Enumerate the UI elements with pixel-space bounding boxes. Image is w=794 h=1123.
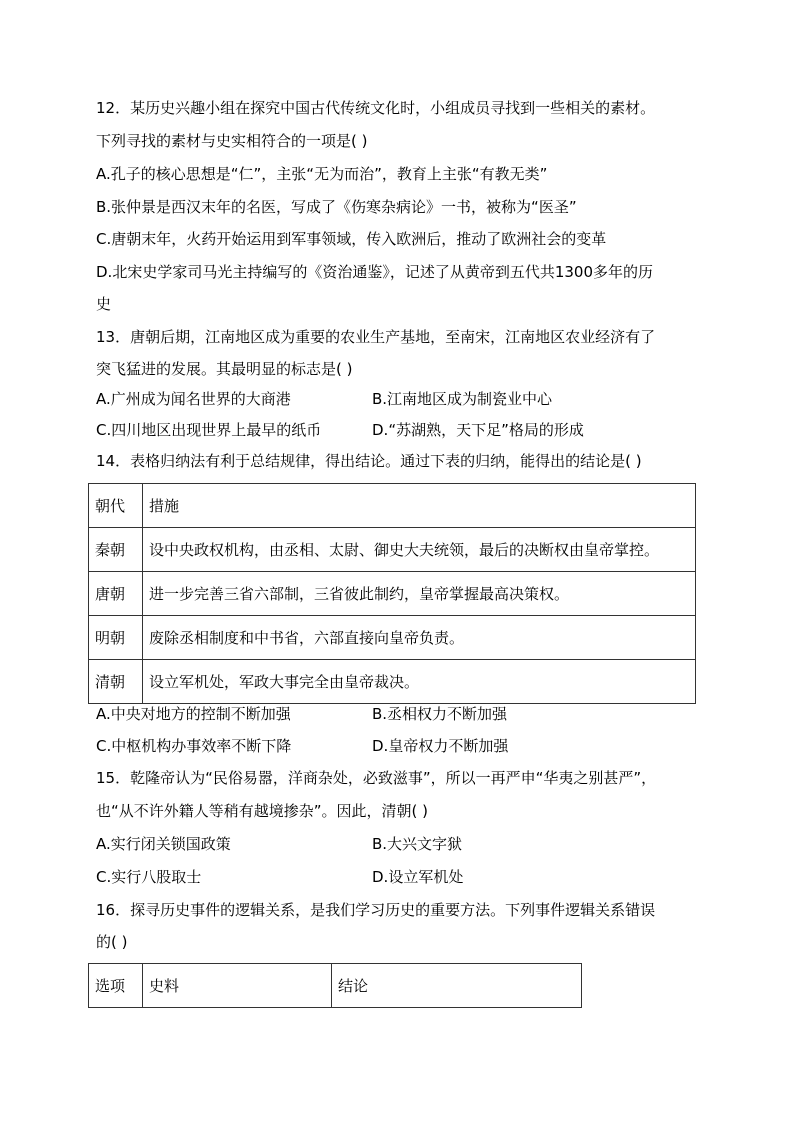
q14-table <box>88 483 696 704</box>
q12-option-d-wrap: 史 <box>96 295 112 313</box>
q15-stem-line1: 15．乾隆帝认为“民俗易嚣，洋商杂处，必致滋事”，所以一再严申“华夷之别甚严”， <box>96 769 657 787</box>
q15-option-d[interactable]: D.设立军机处 <box>372 868 464 886</box>
q16-stem-line2: 的( ) <box>96 933 128 951</box>
q16-table <box>88 963 582 1008</box>
table-cell: 唐朝 <box>89 572 143 616</box>
table-cell: 明朝 <box>89 616 143 660</box>
table-cell: 设中央政权机构，由丞相、太尉、御史大夫统领，最后的决断权由皇帝掌控。 <box>143 528 696 572</box>
q14-option-d[interactable]: D.皇帝权力不断加强 <box>372 737 509 755</box>
table-row <box>89 660 696 704</box>
table-cell: 秦朝 <box>89 528 143 572</box>
table-cell: 清朝 <box>89 660 143 704</box>
table-header-cell: 结论 <box>332 964 582 1008</box>
table-row <box>89 572 696 616</box>
q15-option-c[interactable]: C.实行八股取士 <box>96 868 202 886</box>
table-row <box>89 616 696 660</box>
q14-stem: 14．表格归纳法有利于总结规律，得出结论。通过下表的归纳，能得出的结论是( ) <box>96 452 642 470</box>
q13-stem-line2: 突飞猛进的发展。其最明显的标志是( ) <box>96 360 353 378</box>
q15-option-a[interactable]: A.实行闭关锁国政策 <box>96 835 231 853</box>
q13-option-b[interactable]: B.江南地区成为制瓷业中心 <box>372 390 553 408</box>
table-cell: 设立军机处，军政大事完全由皇帝裁决。 <box>143 660 696 704</box>
q15-stem-line2: 也“从不许外籍人等稍有越境掺杂”。因此，清朝( ) <box>96 802 429 820</box>
table-cell: 进一步完善三省六部制，三省彼此制约，皇帝掌握最高决策权。 <box>143 572 696 616</box>
q13-stem-line1: 13．唐朝后期，江南地区成为重要的农业生产基地，至南宋，江南地区农业经济有了 <box>96 328 656 346</box>
q12-option-c[interactable]: C.唐朝末年，火药开始运用到军事领域，传入欧洲后，推动了欧洲社会的变革 <box>96 230 607 248</box>
table-header-cell: 措施 <box>143 484 696 528</box>
table-header-row <box>89 964 582 1008</box>
q16-stem-line1: 16．探寻历史事件的逻辑关系，是我们学习历史的重要方法。下列事件逻辑关系错误 <box>96 901 656 919</box>
q13-option-c[interactable]: C.四川地区出现世界上最早的纸币 <box>96 421 322 439</box>
table-cell: 废除丞相制度和中书省，六部直接向皇帝负责。 <box>143 616 696 660</box>
q12-stem-line2: 下列寻找的素材与史实相符合的一项是( ) <box>96 132 368 150</box>
table-row <box>89 528 696 572</box>
q15-option-b[interactable]: B.大兴文字狱 <box>372 835 463 853</box>
q13-option-d[interactable]: D.“苏湖熟，天下足”格局的形成 <box>372 421 584 439</box>
table-header-cell: 朝代 <box>89 484 143 528</box>
table-header-cell: 史料 <box>143 964 332 1008</box>
q12-stem-line1: 12．某历史兴趣小组在探究中国古代传统文化时，小组成员寻找到一些相关的素材。 <box>96 99 656 117</box>
table-header-row <box>89 484 696 528</box>
q12-option-a[interactable]: A.孔子的核心思想是“仁”，主张“无为而治”，教育上主张“有教无类” <box>96 165 548 183</box>
q14-option-c[interactable]: C.中枢机构办事效率不断下降 <box>96 737 292 755</box>
q12-option-b[interactable]: B.张仲景是西汉末年的名医，写成了《伤寒杂病论》一书，被称为“医圣” <box>96 198 577 216</box>
q14-option-b[interactable]: B.丞相权力不断加强 <box>372 705 508 723</box>
q12-option-d[interactable]: D.北宋史学家司马光主持编写的《资治通鉴》，记述了从黄帝到五代共1300多年的历 <box>96 263 653 281</box>
q14-option-a[interactable]: A.中央对地方的控制不断加强 <box>96 705 291 723</box>
table-header-cell: 选项 <box>89 964 143 1008</box>
q13-option-a[interactable]: A.广州成为闻名世界的大商港 <box>96 390 291 408</box>
